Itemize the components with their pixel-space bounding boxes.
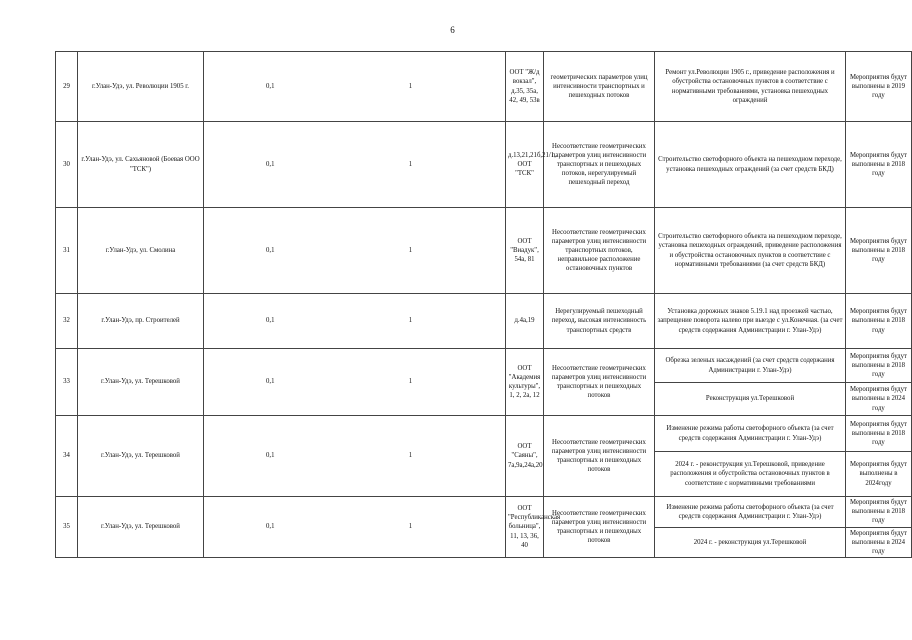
row-measure: Реконструкция ул.Терешковой xyxy=(655,383,846,416)
row-problem: Несоответствие геометрических параметров улиц интенсивности транспортных и пешеходных потоков xyxy=(544,416,655,497)
row-measure: Изменение режима работы светофорного объекта (за счет средств содержания Администрации г. Улан-Удэ) xyxy=(655,497,846,528)
row-number: 32 xyxy=(56,294,78,349)
row-measure: Обрезка зеленых насаждений (за счет средств содержания Администрации г. Улан-Удэ) xyxy=(655,349,846,383)
row-measure: Установка дорожных знаков 5.19.1 над проезжей частью, запрещение поворота налево при выезде с ул.Конечная. (за счет средств содержания Администрации г. Улан-Удэ) xyxy=(655,294,846,349)
row-objects: ООТ "Виадук", 54а, 81 xyxy=(506,208,544,294)
row-problem: Нерегулируемый пешеходный переход, высокая интенсивность транспортных средств xyxy=(544,294,655,349)
page-number: 6 xyxy=(450,25,455,35)
row-length: 0,1 xyxy=(204,294,337,349)
row-empty-a xyxy=(337,52,392,122)
row-empty-a xyxy=(337,349,392,416)
table-body xyxy=(56,52,912,558)
row-objects: ООТ "Ж/д вокзал", д.35, 35а, 42, 49, 53в xyxy=(506,52,544,122)
row-address: г.Улан-Удэ, ул. Смолина xyxy=(78,208,204,294)
table-row xyxy=(56,208,912,294)
row-number: 29 xyxy=(56,52,78,122)
row-deadline: Мероприятия будут выполнены в 2018 году xyxy=(846,497,912,528)
row-address: г.Улан-Удэ, ул. Терешковой xyxy=(78,416,204,497)
row-empty-b xyxy=(430,416,468,497)
row-problem: Несоответствие геометрических параметров улиц интенсивности транспортных и пешеходных потоков, нерегулируемый пешеходный переход xyxy=(544,122,655,208)
row-empty-a xyxy=(337,497,392,558)
row-count: 1 xyxy=(392,497,430,558)
row-address: г.Улан-Удэ, пр. Строителей xyxy=(78,294,204,349)
row-empty-b xyxy=(430,52,468,122)
row-deadline: Мероприятия будут выполнены в 2024 году xyxy=(846,527,912,558)
row-measure: Строительство светофорного объекта на пешеходном переходе, установка пешеходных ограждений, приведение расположения и обустройства остановочных пунктов в соответствие с нормативными требованиями (за счет средств БКД) xyxy=(655,208,846,294)
row-deadline: Мероприятия будут выполнены в 2018 году xyxy=(846,416,912,452)
row-number: 30 xyxy=(56,122,78,208)
row-empty-c xyxy=(468,122,506,208)
row-measure: Ремонт ул.Революции 1905 г., приведение расположения и обустройства остановочных пунктов в соответствие с нормативными требованиями, установка пешеходных ограждений xyxy=(655,52,846,122)
row-empty-c xyxy=(468,416,506,497)
row-problem: Несоответствие геометрических параметров улиц интенсивности транспортных и пешеходных потоков xyxy=(544,497,655,558)
row-empty-b xyxy=(430,294,468,349)
row-objects: ООТ "Академия культуры", 1, 2, 2а, 12 xyxy=(506,349,544,416)
row-count: 1 xyxy=(392,416,430,497)
row-deadline: Мероприятия будут выполнены в 2018 году xyxy=(846,294,912,349)
table-row xyxy=(56,294,912,349)
table-row xyxy=(56,497,912,528)
row-empty-b xyxy=(430,497,468,558)
row-objects: д.13,21,21б,21/1, ООТ "ТСК" xyxy=(506,122,544,208)
row-objects: д.4а,19 xyxy=(506,294,544,349)
row-measure: Строительство светофорного объекта на пешеходном переходе, установка пешеходных ограждений (за счет средств БКД) xyxy=(655,122,846,208)
row-empty-c xyxy=(468,497,506,558)
row-empty-b xyxy=(430,208,468,294)
table-row xyxy=(56,52,912,122)
row-deadline: Мероприятия будут выполнены в 2024году xyxy=(846,452,912,497)
row-measure: Изменение режима работы светофорного объекта (за счет средств содержания Администрации г. Улан-Удэ) xyxy=(655,416,846,452)
row-empty-c xyxy=(468,349,506,416)
row-deadline: Мероприятия будут выполнены в 2019 году xyxy=(846,52,912,122)
row-problem: геометрических параметров улиц интенсивности транспортных и пешеходных потоков xyxy=(544,52,655,122)
row-number: 35 xyxy=(56,497,78,558)
row-deadline: Мероприятия будут выполнены в 2018 году xyxy=(846,349,912,383)
row-address: г.Улан-Удэ, ул. Терешковой xyxy=(78,349,204,416)
row-problem: Несоответствие геометрических параметров улиц интенсивности транспортных и пешеходных потоков xyxy=(544,349,655,416)
row-address: г.Улан-Удэ, ул. Сахьяновой (Боевая ООО "ТСК") xyxy=(78,122,204,208)
row-length: 0,1 xyxy=(204,349,337,416)
row-empty-b xyxy=(430,349,468,416)
row-empty-c xyxy=(468,52,506,122)
row-number: 31 xyxy=(56,208,78,294)
row-length: 0,1 xyxy=(204,416,337,497)
row-address: г.Улан-Удэ, ул. Революции 1905 г. xyxy=(78,52,204,122)
row-empty-a xyxy=(337,122,392,208)
row-count: 1 xyxy=(392,294,430,349)
row-deadline: Мероприятия будут выполнены в 2018 году xyxy=(846,208,912,294)
row-count: 1 xyxy=(392,208,430,294)
row-objects: ООТ "Республиканская больница", 11, 13, 36, 40 xyxy=(506,497,544,558)
row-count: 1 xyxy=(392,122,430,208)
row-count: 1 xyxy=(392,349,430,416)
row-empty-b xyxy=(430,122,468,208)
row-count: 1 xyxy=(392,52,430,122)
row-length: 0,1 xyxy=(204,208,337,294)
row-length: 0,1 xyxy=(204,52,337,122)
row-empty-c xyxy=(468,294,506,349)
row-empty-a xyxy=(337,208,392,294)
row-deadline: Мероприятия будут выполнены в 2024 году xyxy=(846,383,912,416)
row-empty-a xyxy=(337,294,392,349)
row-empty-a xyxy=(337,416,392,497)
row-number: 33 xyxy=(56,349,78,416)
row-measure: 2024 г. - реконструкция ул.Терешковой xyxy=(655,527,846,558)
row-measure: 2024 г. - реконструкция ул.Терешковой, приведение расположения и обустройства остановочных пунктов в соответствие с нормативными требованиями xyxy=(655,452,846,497)
row-length: 0,1 xyxy=(204,497,337,558)
row-deadline: Мероприятия будут выполнены в 2018 году xyxy=(846,122,912,208)
table-row xyxy=(56,122,912,208)
row-objects: ООТ "Саяны", 7а,9а,24а,20 xyxy=(506,416,544,497)
measures-table xyxy=(55,51,912,558)
row-number: 34 xyxy=(56,416,78,497)
table-row xyxy=(56,349,912,383)
table-row xyxy=(56,416,912,452)
row-problem: Несоответствие геометрических параметров улиц интенсивности транспортных потоков, неправильное расположение остановочных пунктов xyxy=(544,208,655,294)
row-empty-c xyxy=(468,208,506,294)
row-length: 0,1 xyxy=(204,122,337,208)
row-address: г.Улан-Удэ, ул. Терешковой xyxy=(78,497,204,558)
